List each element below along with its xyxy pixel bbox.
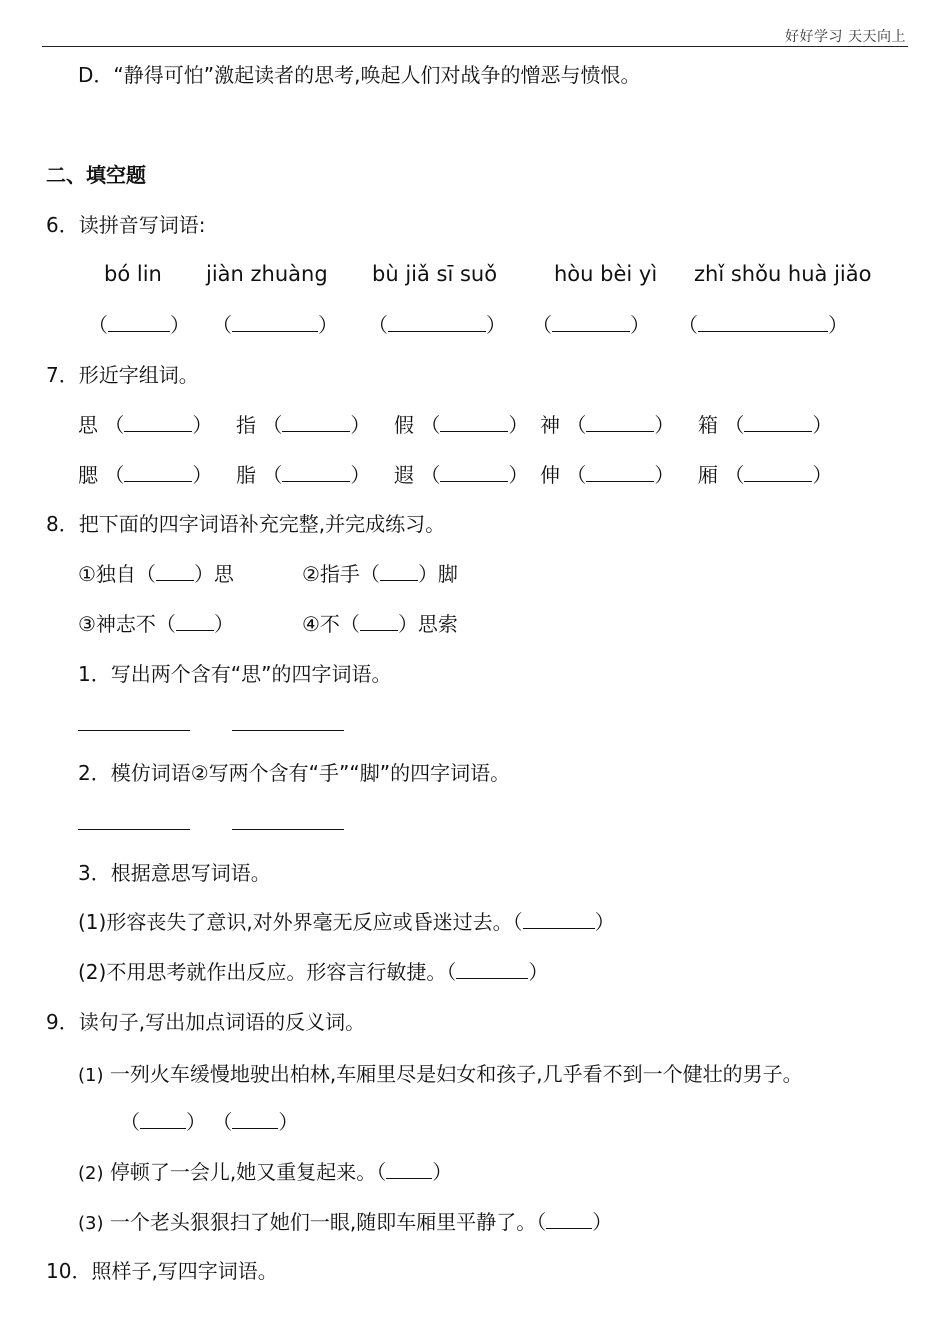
q7-item: 指 （ ） [236, 413, 371, 437]
q9-sentence-1: (1) 一列火车缓慢地驶出柏林,车厢里尽是妇女和孩子,几乎看不到一个健壮的男子。 [78, 1062, 803, 1086]
q8-sub1-answers [78, 712, 344, 736]
q7-item: 厢 （ ） [698, 463, 833, 487]
header-divider [42, 46, 908, 47]
answer-blank[interactable] [523, 910, 595, 929]
answer-blank[interactable] [586, 413, 654, 432]
answer-blank[interactable] [282, 463, 350, 482]
page-header-motto: 好好学习 天天向上 [785, 29, 906, 45]
q6-answer-4: （ ） [532, 313, 650, 337]
q6-answer-5: （ ） [678, 313, 848, 337]
q7-item: 腮 （ ） [78, 463, 213, 487]
answer-blank[interactable] [140, 1110, 186, 1129]
pinyin-3: bù jiǎ sī suǒ [372, 262, 498, 286]
answer-blank[interactable] [546, 1210, 592, 1229]
q8-sub-2: 2．模仿词语②写两个含有“手”“脚”的四字词语。 [78, 761, 511, 785]
q8-idiom-4: ④不（ ）思索 [302, 612, 458, 636]
answer-blank[interactable] [156, 562, 194, 581]
q7-item: 思 （ ） [78, 413, 213, 437]
answer-blank[interactable] [360, 612, 398, 631]
answer-blank[interactable] [232, 712, 344, 731]
q8-sub-1: 1．写出两个含有“思”的四字词语。 [78, 662, 392, 686]
q6-answer-2: （ ） [212, 313, 338, 337]
answer-blank[interactable] [386, 1160, 432, 1179]
answer-blank[interactable] [440, 413, 508, 432]
q7-item: 伸 （ ） [540, 463, 675, 487]
q9-s1-answers: （ ） （ ） [120, 1110, 299, 1134]
answer-blank[interactable] [586, 463, 654, 482]
answer-blank[interactable] [380, 562, 418, 581]
q8-sub2-answers [78, 811, 344, 835]
answer-blank[interactable] [744, 413, 812, 432]
answer-blank[interactable] [108, 313, 170, 332]
q6-answer-1: （ ） [88, 313, 190, 337]
answer-blank[interactable] [744, 463, 812, 482]
q8-idiom-1: ①独自（ ）思 [78, 562, 234, 586]
answer-blank[interactable] [124, 463, 192, 482]
q8-sub-3: 3．根据意思写词语。 [78, 861, 271, 885]
q8-definition-1: (1)形容丧失了意识,对外界毫无反应或昏迷过去。（ ） [78, 910, 615, 934]
answer-blank[interactable] [440, 463, 508, 482]
answer-blank[interactable] [698, 313, 828, 332]
q7-item: 遐 （ ） [394, 463, 529, 487]
q7-item: 箱 （ ） [698, 413, 833, 437]
answer-blank[interactable] [124, 413, 192, 432]
section-title: 二、填空题 [46, 163, 146, 187]
answer-blank[interactable] [232, 1110, 278, 1129]
answer-blank[interactable] [176, 612, 214, 631]
option-d-text: D．“静得可怕”激起读者的思考,唤起人们对战争的憎恶与愤恨。 [78, 63, 641, 87]
q9-sentence-2: (2) 停顿了一会儿,她又重复起来。（ ） [78, 1160, 453, 1184]
pinyin-2: jiàn zhuàng [206, 262, 328, 286]
question-9-title: 9．读句子,写出加点词语的反义词。 [46, 1010, 366, 1034]
question-7-title: 7．形近字组词。 [46, 363, 199, 387]
q8-idiom-3: ③神志不（ ） [78, 612, 234, 636]
q7-item: 假 （ ） [394, 413, 529, 437]
pinyin-4: hòu bèi yì [554, 262, 658, 286]
answer-blank[interactable] [232, 811, 344, 830]
q8-idiom-2: ②指手（ ）脚 [302, 562, 458, 586]
q8-definition-2: (2)不用思考就作出反应。形容言行敏捷。（ ） [78, 960, 549, 984]
question-10-title: 10．照样子,写四字词语。 [46, 1259, 278, 1283]
question-8-title: 8．把下面的四字词语补充完整,并完成练习。 [46, 512, 446, 536]
answer-blank[interactable] [388, 313, 486, 332]
pinyin-1: bó lin [104, 262, 162, 286]
answer-blank[interactable] [78, 811, 190, 830]
pinyin-5: zhǐ shǒu huà jiǎo [694, 262, 872, 286]
q7-item: 脂 （ ） [236, 463, 371, 487]
answer-blank[interactable] [282, 413, 350, 432]
answer-blank[interactable] [232, 313, 318, 332]
q9-sentence-3: (3) 一个老头狠狠扫了她们一眼,随即车厢里平静了。（ ） [78, 1210, 613, 1234]
answer-blank[interactable] [456, 960, 528, 979]
question-6-title: 6．读拼音写词语: [46, 213, 206, 237]
answer-blank[interactable] [78, 712, 190, 731]
q7-item: 神 （ ） [540, 413, 675, 437]
q6-answer-3: （ ） [368, 313, 506, 337]
answer-blank[interactable] [552, 313, 630, 332]
